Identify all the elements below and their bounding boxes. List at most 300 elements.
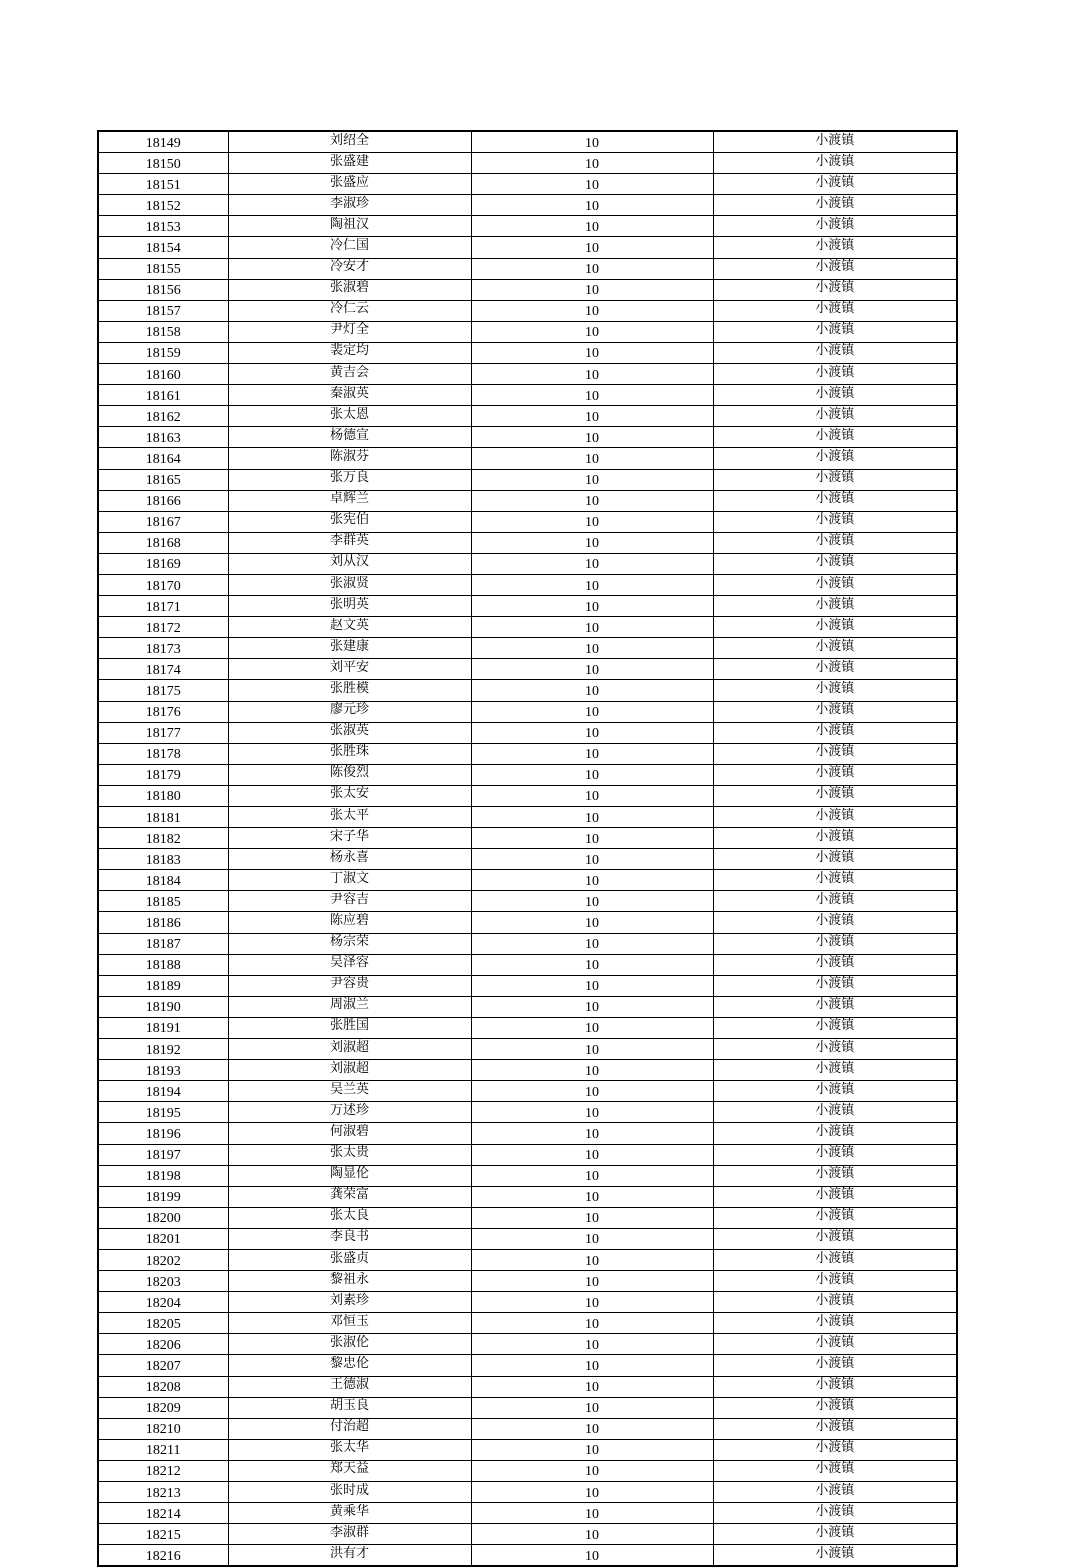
name-cell: 冷安才 [228,258,471,279]
table-row [98,912,957,933]
amount-cell: 10 [471,1165,713,1186]
table-row [98,448,957,469]
table-row [98,933,957,954]
town-cell: 小渡镇 [713,364,957,385]
amount-cell: 10 [471,807,713,828]
name-cell: 张太恩 [228,406,471,427]
row-id-cell: 18171 [98,596,228,617]
row-id-cell: 18150 [98,153,228,174]
amount-cell: 10 [471,996,713,1017]
name-cell: 刘淑超 [228,1060,471,1081]
name-cell: 杨永喜 [228,849,471,870]
town-cell: 小渡镇 [713,195,957,216]
amount-cell: 10 [471,153,713,174]
row-id-cell: 18198 [98,1165,228,1186]
amount-cell: 10 [471,1524,713,1545]
name-cell: 张太贵 [228,1144,471,1165]
amount-cell: 10 [471,1271,713,1292]
table-row [98,300,957,321]
name-cell: 张淑碧 [228,279,471,300]
row-id-cell: 18205 [98,1313,228,1334]
amount-cell: 10 [471,596,713,617]
town-cell: 小渡镇 [713,553,957,574]
name-cell: 吴兰英 [228,1081,471,1102]
town-cell: 小渡镇 [713,1460,957,1481]
row-id-cell: 18189 [98,975,228,996]
name-cell: 宋子华 [228,828,471,849]
town-cell: 小渡镇 [713,996,957,1017]
name-cell: 何淑碧 [228,1123,471,1144]
row-id-cell: 18215 [98,1524,228,1545]
name-cell: 陈淑芬 [228,448,471,469]
town-cell: 小渡镇 [713,912,957,933]
name-cell: 黄乘华 [228,1503,471,1524]
row-id-cell: 18162 [98,406,228,427]
table-row [98,1376,957,1397]
table-row [98,1460,957,1481]
table-row [98,954,957,975]
town-cell: 小渡镇 [713,701,957,722]
table-row [98,870,957,891]
town-cell: 小渡镇 [713,743,957,764]
row-id-cell: 18208 [98,1376,228,1397]
amount-cell: 10 [471,1207,713,1228]
town-cell: 小渡镇 [713,807,957,828]
row-id-cell: 18203 [98,1271,228,1292]
amount-cell: 10 [471,131,713,153]
table-row [98,490,957,511]
name-cell: 丁淑文 [228,870,471,891]
town-cell: 小渡镇 [713,1397,957,1418]
table-row [98,1292,957,1313]
row-id-cell: 18181 [98,807,228,828]
name-cell: 张淑英 [228,722,471,743]
row-id-cell: 18174 [98,659,228,680]
amount-cell: 10 [471,1249,713,1270]
town-cell: 小渡镇 [713,1313,957,1334]
table-row [98,237,957,258]
town-cell: 小渡镇 [713,1144,957,1165]
town-cell: 小渡镇 [713,279,957,300]
table-row [98,174,957,195]
amount-cell: 10 [471,1482,713,1503]
table-row [98,1060,957,1081]
town-cell: 小渡镇 [713,1545,957,1567]
amount-cell: 10 [471,469,713,490]
row-id-cell: 18200 [98,1207,228,1228]
row-id-cell: 18214 [98,1503,228,1524]
name-cell: 冷仁云 [228,300,471,321]
town-cell: 小渡镇 [713,659,957,680]
row-id-cell: 18166 [98,490,228,511]
row-id-cell: 18154 [98,237,228,258]
town-cell: 小渡镇 [713,1355,957,1376]
town-cell: 小渡镇 [713,1376,957,1397]
table-row [98,680,957,701]
town-cell: 小渡镇 [713,385,957,406]
amount-cell: 10 [471,1503,713,1524]
amount-cell: 10 [471,448,713,469]
town-cell: 小渡镇 [713,1165,957,1186]
name-cell: 郑天益 [228,1460,471,1481]
amount-cell: 10 [471,1439,713,1460]
name-cell: 陈俊烈 [228,764,471,785]
amount-cell: 10 [471,174,713,195]
row-id-cell: 18210 [98,1418,228,1439]
row-id-cell: 18168 [98,532,228,553]
name-cell: 张明英 [228,596,471,617]
town-cell: 小渡镇 [713,574,957,595]
row-id-cell: 18161 [98,385,228,406]
name-cell: 尹容吉 [228,891,471,912]
amount-cell: 10 [471,342,713,363]
row-id-cell: 18183 [98,849,228,870]
row-id-cell: 18176 [98,701,228,722]
amount-cell: 10 [471,237,713,258]
town-cell: 小渡镇 [713,342,957,363]
table-row [98,1418,957,1439]
name-cell: 张盛建 [228,153,471,174]
town-cell: 小渡镇 [713,722,957,743]
table-row [98,385,957,406]
row-id-cell: 18152 [98,195,228,216]
name-cell: 刘平安 [228,659,471,680]
row-id-cell: 18178 [98,743,228,764]
amount-cell: 10 [471,321,713,342]
table-row [98,153,957,174]
amount-cell: 10 [471,1060,713,1081]
table-row [98,596,957,617]
row-id-cell: 18160 [98,364,228,385]
town-cell: 小渡镇 [713,954,957,975]
name-cell: 吴泽容 [228,954,471,975]
town-cell: 小渡镇 [713,617,957,638]
table-row [98,321,957,342]
amount-cell: 10 [471,1292,713,1313]
name-cell: 黄吉会 [228,364,471,385]
name-cell: 尹灯全 [228,321,471,342]
amount-cell: 10 [471,954,713,975]
row-id-cell: 18186 [98,912,228,933]
name-cell: 刘素珍 [228,1292,471,1313]
table-row [98,1524,957,1545]
amount-cell: 10 [471,1397,713,1418]
row-id-cell: 18184 [98,870,228,891]
row-id-cell: 18206 [98,1334,228,1355]
amount-cell: 10 [471,743,713,764]
row-id-cell: 18193 [98,1060,228,1081]
table-row [98,659,957,680]
town-cell: 小渡镇 [713,1060,957,1081]
town-cell: 小渡镇 [713,321,957,342]
town-cell: 小渡镇 [713,1439,957,1460]
table-row [98,1081,957,1102]
town-cell: 小渡镇 [713,870,957,891]
table-row [98,638,957,659]
row-id-cell: 18169 [98,553,228,574]
amount-cell: 10 [471,385,713,406]
row-id-cell: 18170 [98,574,228,595]
name-cell: 冷仁国 [228,237,471,258]
row-id-cell: 18202 [98,1249,228,1270]
amount-cell: 10 [471,828,713,849]
row-id-cell: 18201 [98,1228,228,1249]
row-id-cell: 18157 [98,300,228,321]
name-cell: 黎忠伦 [228,1355,471,1376]
town-cell: 小渡镇 [713,1123,957,1144]
row-id-cell: 18190 [98,996,228,1017]
table-row [98,1228,957,1249]
town-cell: 小渡镇 [713,638,957,659]
table-row [98,342,957,363]
row-id-cell: 18187 [98,933,228,954]
name-cell: 张胜珠 [228,743,471,764]
row-id-cell: 18153 [98,216,228,237]
row-id-cell: 18207 [98,1355,228,1376]
name-cell: 付治超 [228,1418,471,1439]
amount-cell: 10 [471,1102,713,1123]
row-id-cell: 18216 [98,1545,228,1567]
row-id-cell: 18163 [98,427,228,448]
town-cell: 小渡镇 [713,891,957,912]
town-cell: 小渡镇 [713,1207,957,1228]
amount-cell: 10 [471,1017,713,1038]
amount-cell: 10 [471,574,713,595]
amount-cell: 10 [471,300,713,321]
table-row [98,258,957,279]
table-row [98,131,957,153]
name-cell: 李淑群 [228,1524,471,1545]
amount-cell: 10 [471,553,713,574]
town-cell: 小渡镇 [713,785,957,806]
name-cell: 李良书 [228,1228,471,1249]
amount-cell: 10 [471,511,713,532]
name-cell: 李淑珍 [228,195,471,216]
town-cell: 小渡镇 [713,1102,957,1123]
amount-cell: 10 [471,975,713,996]
row-id-cell: 18177 [98,722,228,743]
name-cell: 张盛贞 [228,1249,471,1270]
row-id-cell: 18209 [98,1397,228,1418]
town-cell: 小渡镇 [713,1039,957,1060]
amount-cell: 10 [471,785,713,806]
name-cell: 张盛应 [228,174,471,195]
row-id-cell: 18188 [98,954,228,975]
name-cell: 张宪伯 [228,511,471,532]
name-cell: 李群英 [228,532,471,553]
table-row [98,216,957,237]
table-row [98,722,957,743]
town-cell: 小渡镇 [713,448,957,469]
row-id-cell: 18212 [98,1460,228,1481]
row-id-cell: 18155 [98,258,228,279]
name-cell: 黎祖永 [228,1271,471,1292]
row-id-cell: 18191 [98,1017,228,1038]
town-cell: 小渡镇 [713,1292,957,1313]
row-id-cell: 18213 [98,1482,228,1503]
table-row [98,891,957,912]
town-cell: 小渡镇 [713,469,957,490]
amount-cell: 10 [471,1123,713,1144]
row-id-cell: 18211 [98,1439,228,1460]
amount-cell: 10 [471,722,713,743]
amount-cell: 10 [471,870,713,891]
town-cell: 小渡镇 [713,828,957,849]
row-id-cell: 18204 [98,1292,228,1313]
amount-cell: 10 [471,532,713,553]
town-cell: 小渡镇 [713,427,957,448]
table-row [98,1397,957,1418]
amount-cell: 10 [471,427,713,448]
table-row [98,574,957,595]
name-cell: 胡玉良 [228,1397,471,1418]
row-id-cell: 18199 [98,1186,228,1207]
town-cell: 小渡镇 [713,216,957,237]
table-row [98,1144,957,1165]
name-cell: 廖元珍 [228,701,471,722]
name-cell: 张万良 [228,469,471,490]
town-cell: 小渡镇 [713,1524,957,1545]
amount-cell: 10 [471,638,713,659]
town-cell: 小渡镇 [713,1017,957,1038]
town-cell: 小渡镇 [713,258,957,279]
town-cell: 小渡镇 [713,406,957,427]
amount-cell: 10 [471,680,713,701]
town-cell: 小渡镇 [713,1249,957,1270]
table-row [98,279,957,300]
amount-cell: 10 [471,1144,713,1165]
row-id-cell: 18172 [98,617,228,638]
amount-cell: 10 [471,279,713,300]
row-id-cell: 18149 [98,131,228,153]
name-cell: 刘淑超 [228,1039,471,1060]
amount-cell: 10 [471,617,713,638]
row-id-cell: 18197 [98,1144,228,1165]
town-cell: 小渡镇 [713,1186,957,1207]
name-cell: 张时成 [228,1482,471,1503]
amount-cell: 10 [471,216,713,237]
table-row [98,807,957,828]
table-row [98,1039,957,1060]
name-cell: 刘从汉 [228,553,471,574]
amount-cell: 10 [471,659,713,680]
amount-cell: 10 [471,891,713,912]
table-row [98,1439,957,1460]
table-row [98,701,957,722]
amount-cell: 10 [471,195,713,216]
table-row [98,511,957,532]
table-row [98,1355,957,1376]
amount-cell: 10 [471,1186,713,1207]
town-cell: 小渡镇 [713,300,957,321]
table-row [98,553,957,574]
name-cell: 裴定均 [228,342,471,363]
town-cell: 小渡镇 [713,1081,957,1102]
town-cell: 小渡镇 [713,1228,957,1249]
town-cell: 小渡镇 [713,849,957,870]
name-cell: 陶祖汉 [228,216,471,237]
town-cell: 小渡镇 [713,1503,957,1524]
table-row [98,743,957,764]
name-cell: 秦淑英 [228,385,471,406]
row-id-cell: 18175 [98,680,228,701]
town-cell: 小渡镇 [713,596,957,617]
name-cell: 张建康 [228,638,471,659]
amount-cell: 10 [471,1228,713,1249]
name-cell: 张胜模 [228,680,471,701]
amount-cell: 10 [471,701,713,722]
name-cell: 张太安 [228,785,471,806]
table-row [98,364,957,385]
row-id-cell: 18194 [98,1081,228,1102]
table-row [98,975,957,996]
name-cell: 张淑贤 [228,574,471,595]
table-row [98,1271,957,1292]
amount-cell: 10 [471,258,713,279]
town-cell: 小渡镇 [713,174,957,195]
town-cell: 小渡镇 [713,131,957,153]
table-row [98,1123,957,1144]
town-cell: 小渡镇 [713,153,957,174]
name-cell: 杨宗荣 [228,933,471,954]
table-row [98,764,957,785]
table-row [98,406,957,427]
amount-cell: 10 [471,1545,713,1567]
row-id-cell: 18179 [98,764,228,785]
name-cell: 邓恒玉 [228,1313,471,1334]
name-cell: 杨德宣 [228,427,471,448]
amount-cell: 10 [471,1313,713,1334]
table-row [98,996,957,1017]
amount-cell: 10 [471,764,713,785]
table-row [98,1186,957,1207]
row-id-cell: 18156 [98,279,228,300]
amount-cell: 10 [471,849,713,870]
row-id-cell: 18173 [98,638,228,659]
amount-cell: 10 [471,933,713,954]
town-cell: 小渡镇 [713,975,957,996]
town-cell: 小渡镇 [713,1418,957,1439]
row-id-cell: 18182 [98,828,228,849]
town-cell: 小渡镇 [713,511,957,532]
table-row [98,195,957,216]
name-cell: 张太良 [228,1207,471,1228]
town-cell: 小渡镇 [713,1271,957,1292]
row-id-cell: 18167 [98,511,228,532]
name-cell: 刘绍全 [228,131,471,153]
town-cell: 小渡镇 [713,237,957,258]
row-id-cell: 18158 [98,321,228,342]
name-cell: 万述珍 [228,1102,471,1123]
table-row [98,828,957,849]
table-row [98,1482,957,1503]
town-cell: 小渡镇 [713,1482,957,1503]
spreadsheet-table [97,130,958,1567]
row-id-cell: 18151 [98,174,228,195]
town-cell: 小渡镇 [713,933,957,954]
name-cell: 陈应碧 [228,912,471,933]
town-cell: 小渡镇 [713,680,957,701]
town-cell: 小渡镇 [713,490,957,511]
name-cell: 卓辉兰 [228,490,471,511]
table-row [98,532,957,553]
name-cell: 张太平 [228,807,471,828]
name-cell: 张淑伦 [228,1334,471,1355]
name-cell: 张太华 [228,1439,471,1460]
row-id-cell: 18180 [98,785,228,806]
amount-cell: 10 [471,912,713,933]
name-cell: 赵文英 [228,617,471,638]
